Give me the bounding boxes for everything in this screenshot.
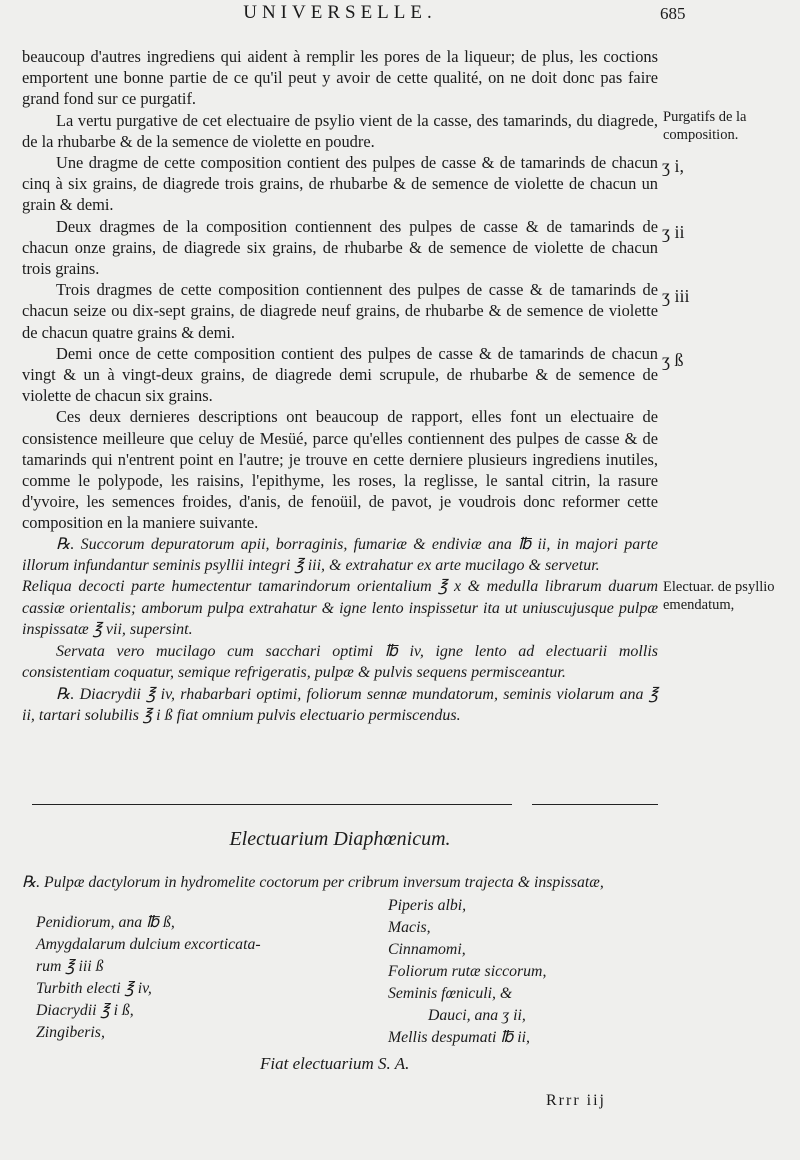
page-number: 685 xyxy=(660,4,686,23)
running-title: UNIVERSELLE. xyxy=(243,2,437,23)
signature-mark: Rrrr iij xyxy=(546,1092,606,1109)
ingredient: Foliorum rutæ siccorum, xyxy=(388,963,547,980)
closing-instruction: Fiat electuarium S. A. xyxy=(260,1054,410,1073)
ingredient: rum ℥ iii ß xyxy=(36,958,104,975)
ingredients-right xyxy=(388,895,688,1049)
paragraph-7: Ces deux dernieres descriptions ont beaucoup de rapport, elles font un electuaire de consistence meilleure que celuy de Mesüé, parce qu'elles contiennent des pulpes de casse & de tamarinds qui n'entrent point en l'autre; je trouve en cette derniere plusieurs ingrediens inutiles, comme le polypode, les raisins, l'epithyme, les roses, la reglisse, le santal citrin, la rasure d'yvoire, les semences froides, d'anis, de fenoüil, de pavot, je voudrois donc reformer cette composition en la maniere suivante. xyxy=(22,407,658,533)
ingredient: Amygdalarum dulcium excorticata- xyxy=(36,936,261,953)
ingredient: Piperis albi, xyxy=(388,897,467,914)
ingredient: Zingiberis, xyxy=(36,1024,105,1041)
latin-recipe-2: Reliqua decocti parte humectentur tamarindorum orientalium ℥ x & medulla librarum duarum cassiæ orientalis; amborum pulpa extrahatur & igne lento inspissetur ita ut uniuscujusque pulpæ inspissatæ ℥ vii, supersint. xyxy=(22,578,658,639)
recipe-head: ℞. Pulpæ dactylorum in hydromelite coctorum per cribrum inversum trajecta & inspissatæ, xyxy=(22,874,604,891)
ingredient: Seminis fœniculi, & xyxy=(388,985,513,1002)
main-text xyxy=(22,46,658,726)
section-title: Electuarium Diaphœnicum. xyxy=(229,828,451,850)
ingredient: Dauci, ana ʒ ii, xyxy=(428,1007,526,1024)
margin-note-purgatifs: Purgatifs de la composition. xyxy=(663,109,747,143)
paragraph-4: Deux dragmes de la composition contiennent des pulpes de casse & de tamarinds de chacun onze grains, de diagrede six grains, de rhubarbe & de semence de violette de chacun trois grains. xyxy=(22,216,658,279)
dose-symbol-2: ʒ ii xyxy=(662,222,685,242)
ingredient: Diacrydii ℥ i ß, xyxy=(36,1002,134,1019)
paragraph-3: Une dragme de cette composition contient des pulpes de casse & de tamarinds de chacun cinq à six grains, de diagrede trois grains, de rhubarbe & de semence de violette de chacun un grain & demi. xyxy=(22,153,658,215)
section-divider-right xyxy=(532,804,658,805)
paragraph-5: Trois dragmes de cette composition contiennent des pulpes de casse & de tamarinds de chacun seize ou dix-sept grains, de diagrede neuf grains, de rhubarbe & de semence de violette de chacun quatre grains & demi. xyxy=(22,280,658,342)
paragraph-2: La vertu purgative de cet electuaire de psylio vient de la casse, des tamarinds, du diagrede, de la rhubarbe & de la semence de violette en poudre. xyxy=(22,110,658,151)
paragraph-1: beaucoup d'autres ingrediens qui aident à remplir les pores de la liqueur; de plus, les coctions emportent une bonne partie de ce qu'il peut y avoir de cette qualité, on ne doit donc pas faire grand fond sur ce purgatif. xyxy=(22,47,658,109)
section-divider-left xyxy=(32,804,512,805)
ingredient: Cinnamomi, xyxy=(388,941,466,958)
ingredient: Mellis despumati ℔ ii, xyxy=(388,1029,530,1046)
margin-note-electuar: Electuar. de psyllio emendatum, xyxy=(663,579,775,613)
ingredient: Turbith electi ℥ iv, xyxy=(36,980,152,997)
dose-symbol-3: ʒ iii xyxy=(662,286,690,306)
running-head xyxy=(0,0,800,30)
dose-symbol-4: ʒ ß xyxy=(662,350,684,370)
latin-recipe-4: ℞. Diacrydii ℥ iv, rhabarbari optimi, foliorum sennæ mundatorum, seminis violarum ana ℥ ii, tartari solubilis ℥ i ß fiat omnium pulvis electuario permiscendus. xyxy=(22,685,658,724)
latin-recipe-1: ℞. Succorum depuratorum apii, borraginis, fumariæ & endiviæ ana ℔ ii, in majori parte illorum infundantur seminis psyllii integri ℥ iii, & extrahatur ex arte mucilago & servetur. xyxy=(22,535,658,575)
paragraph-6: Demi once de cette composition contient des pulpes de casse & de tamarinds de chacun vingt & un à vingt-deux grains, de diagrede demi scrupule, de rhubarbe & de semence de violette de chacun six grains. xyxy=(22,343,658,406)
dose-symbol-1: ʒ i, xyxy=(662,156,684,176)
ingredient: Penidiorum, ana ℔ ß, xyxy=(36,914,175,931)
ingredient: Macis, xyxy=(388,919,431,936)
ingredients-left xyxy=(36,912,376,1044)
latin-recipe-3: Servata vero mucilago cum sacchari optimi ℔ iv, igne lento ad electuarii mollis consistentiam coquatur, semique refrigeratis, pulpæ & pulvis sequens permisceantur. xyxy=(22,642,658,682)
